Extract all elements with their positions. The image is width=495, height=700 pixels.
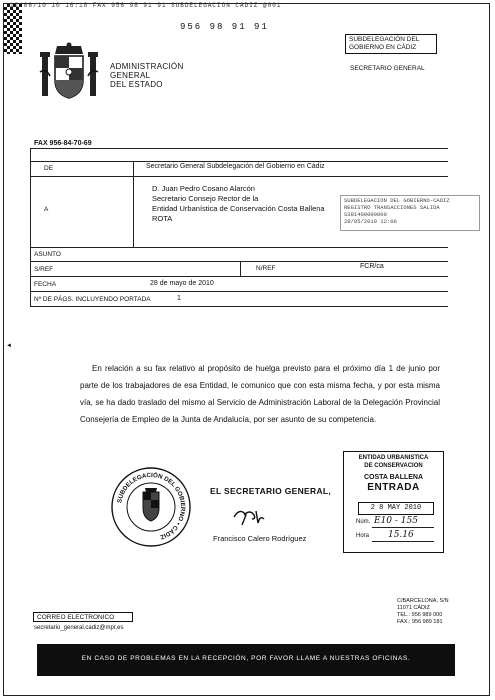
form-rule (240, 261, 241, 276)
subdelegacion-line: SUBDELEGACIÓN DEL (349, 36, 420, 43)
letterhead-line: GENERAL (110, 71, 151, 80)
address-line: 11071 CÁDIZ (397, 605, 430, 611)
recipient-line: D. Juan Pedro Cosano Alarcón (152, 184, 255, 193)
stamp-rule (372, 541, 434, 542)
de-value: Secretario General Subdelegación del Gobierno en Cádiz (146, 163, 325, 170)
registry-line: REGISTRO TRANSACCIONES SALIDA (344, 204, 440, 211)
entry-registration-stamp (343, 451, 444, 553)
secretario-general-header: SECRETARIO GENERAL (350, 65, 425, 72)
form-rule (30, 148, 31, 306)
signer-title: EL SECRETARIO GENERAL, (210, 486, 332, 496)
form-rule (133, 161, 134, 247)
address-line: TEL.: 956 989 000 (397, 612, 443, 618)
registry-exit-stamp (340, 195, 480, 231)
letterhead-administration (110, 62, 184, 89)
form-rule (30, 161, 448, 162)
form-rule (30, 276, 448, 277)
letterhead-line: ADMINISTRACIÓN (110, 62, 184, 71)
recipient-block (152, 184, 325, 224)
stamp-hora-value: 15.16 (388, 530, 414, 540)
stamp-entity-line2: DE CONSERVACION (364, 462, 423, 469)
fecha-label: FECHA (34, 281, 57, 288)
nref-label: N/REF (256, 265, 276, 272)
footer-notice: EN CASO DE PROBLEMAS EN LA RECEPCIÓN, POR FAVOR LLAME A NUESTRAS OFICINAS. (81, 655, 411, 662)
address-line: C/BARCELONA, S/N (397, 598, 449, 604)
top-fax-number: 956 98 91 91 (180, 22, 269, 32)
fax-number-label: FAX 956-84-70-69 (34, 140, 92, 147)
page-border (3, 3, 490, 696)
paginas-label: Nº DE PÁGS. INCLUYENDO PORTADA (34, 296, 151, 303)
stamp-hora-label: Hora (356, 533, 370, 539)
recipient-line: Secretario Consejo Rector de la (152, 194, 259, 203)
stamp-entity-line1: ENTIDAD URBANISTICA (358, 455, 429, 461)
fax-transmission-header: 12/06/10 10 16:18 FAX 956 98 91 91 SUBDELEGACION CADIZ @001 (10, 2, 282, 9)
subdelegacion-box (345, 34, 437, 54)
official-seal-icon (110, 466, 192, 548)
form-rule (30, 148, 448, 149)
stamp-num-label: Núm. (356, 519, 371, 525)
recipient-line: Entidad Urbanística de Conservación Costa Ballena (152, 204, 325, 213)
stamp-rule (372, 527, 434, 528)
a-label: A (44, 206, 49, 213)
office-address (397, 598, 449, 626)
fecha-value: 28 de mayo de 2010 (150, 280, 214, 287)
handwritten-signature (232, 505, 266, 527)
stamp-date: 2 8 MAY 2010 (358, 502, 434, 515)
stamp-entity-line (344, 455, 443, 470)
form-rule (30, 306, 448, 307)
stamp-entity-name: COSTA BALLENA (363, 474, 424, 481)
coat-of-arms-icon (38, 42, 100, 104)
de-label: DE (44, 165, 54, 172)
sref-label: S/REF (34, 266, 54, 273)
letterhead-line: DEL ESTADO (110, 80, 163, 89)
registry-line: SUBDELEGACION DEL GOBIERNO-CADIZ (344, 197, 450, 204)
form-rule (30, 247, 448, 248)
paginas-value: 1 (177, 295, 181, 302)
margin-arrow-icon: ◄ (6, 343, 12, 349)
email-address: secretario_general.cadiz@mpr.es (34, 625, 124, 631)
asunto-label: ASUNTO (34, 251, 61, 258)
registry-line: S381400000000 (344, 211, 387, 218)
email-box-label: CORREO ELECTRONICO (33, 612, 133, 622)
subdelegacion-line: GOBIERNO EN CÁDIZ (349, 44, 417, 51)
registry-line: 28/05/2010 12:06 (344, 218, 397, 225)
stamp-num-value: E10 - 155 (374, 516, 418, 526)
recipient-line: ROTA (152, 214, 173, 223)
signer-name: Francisco Calero Rodríguez (213, 534, 307, 543)
stamp-entrada: ENTRADA (367, 482, 420, 493)
fax-edge-pattern (4, 4, 22, 54)
form-rule (30, 261, 448, 262)
nref-value: FCR/ca (360, 263, 384, 270)
letter-body: En relación a su fax relativo al propósito de huelga previsto para el próximo día 1 de junio por parte de los trabajadores de esa Entidad, le comunico que con esta misma fecha, y por esta misma vía, se ha dado traslado del mismo al Servicio de Administración Laboral de la Delegación Provincial Consejería de Empleo de la Junta de Andalucía, por ser asunto de su competencia. (80, 364, 440, 424)
seal-text: SUBDELEGACIÓN DEL GOBIERNO • CÁDIZ (116, 471, 187, 541)
address-line: FAX.: 956 989 181 (397, 619, 443, 625)
form-rule (30, 176, 448, 177)
form-rule (30, 291, 448, 292)
